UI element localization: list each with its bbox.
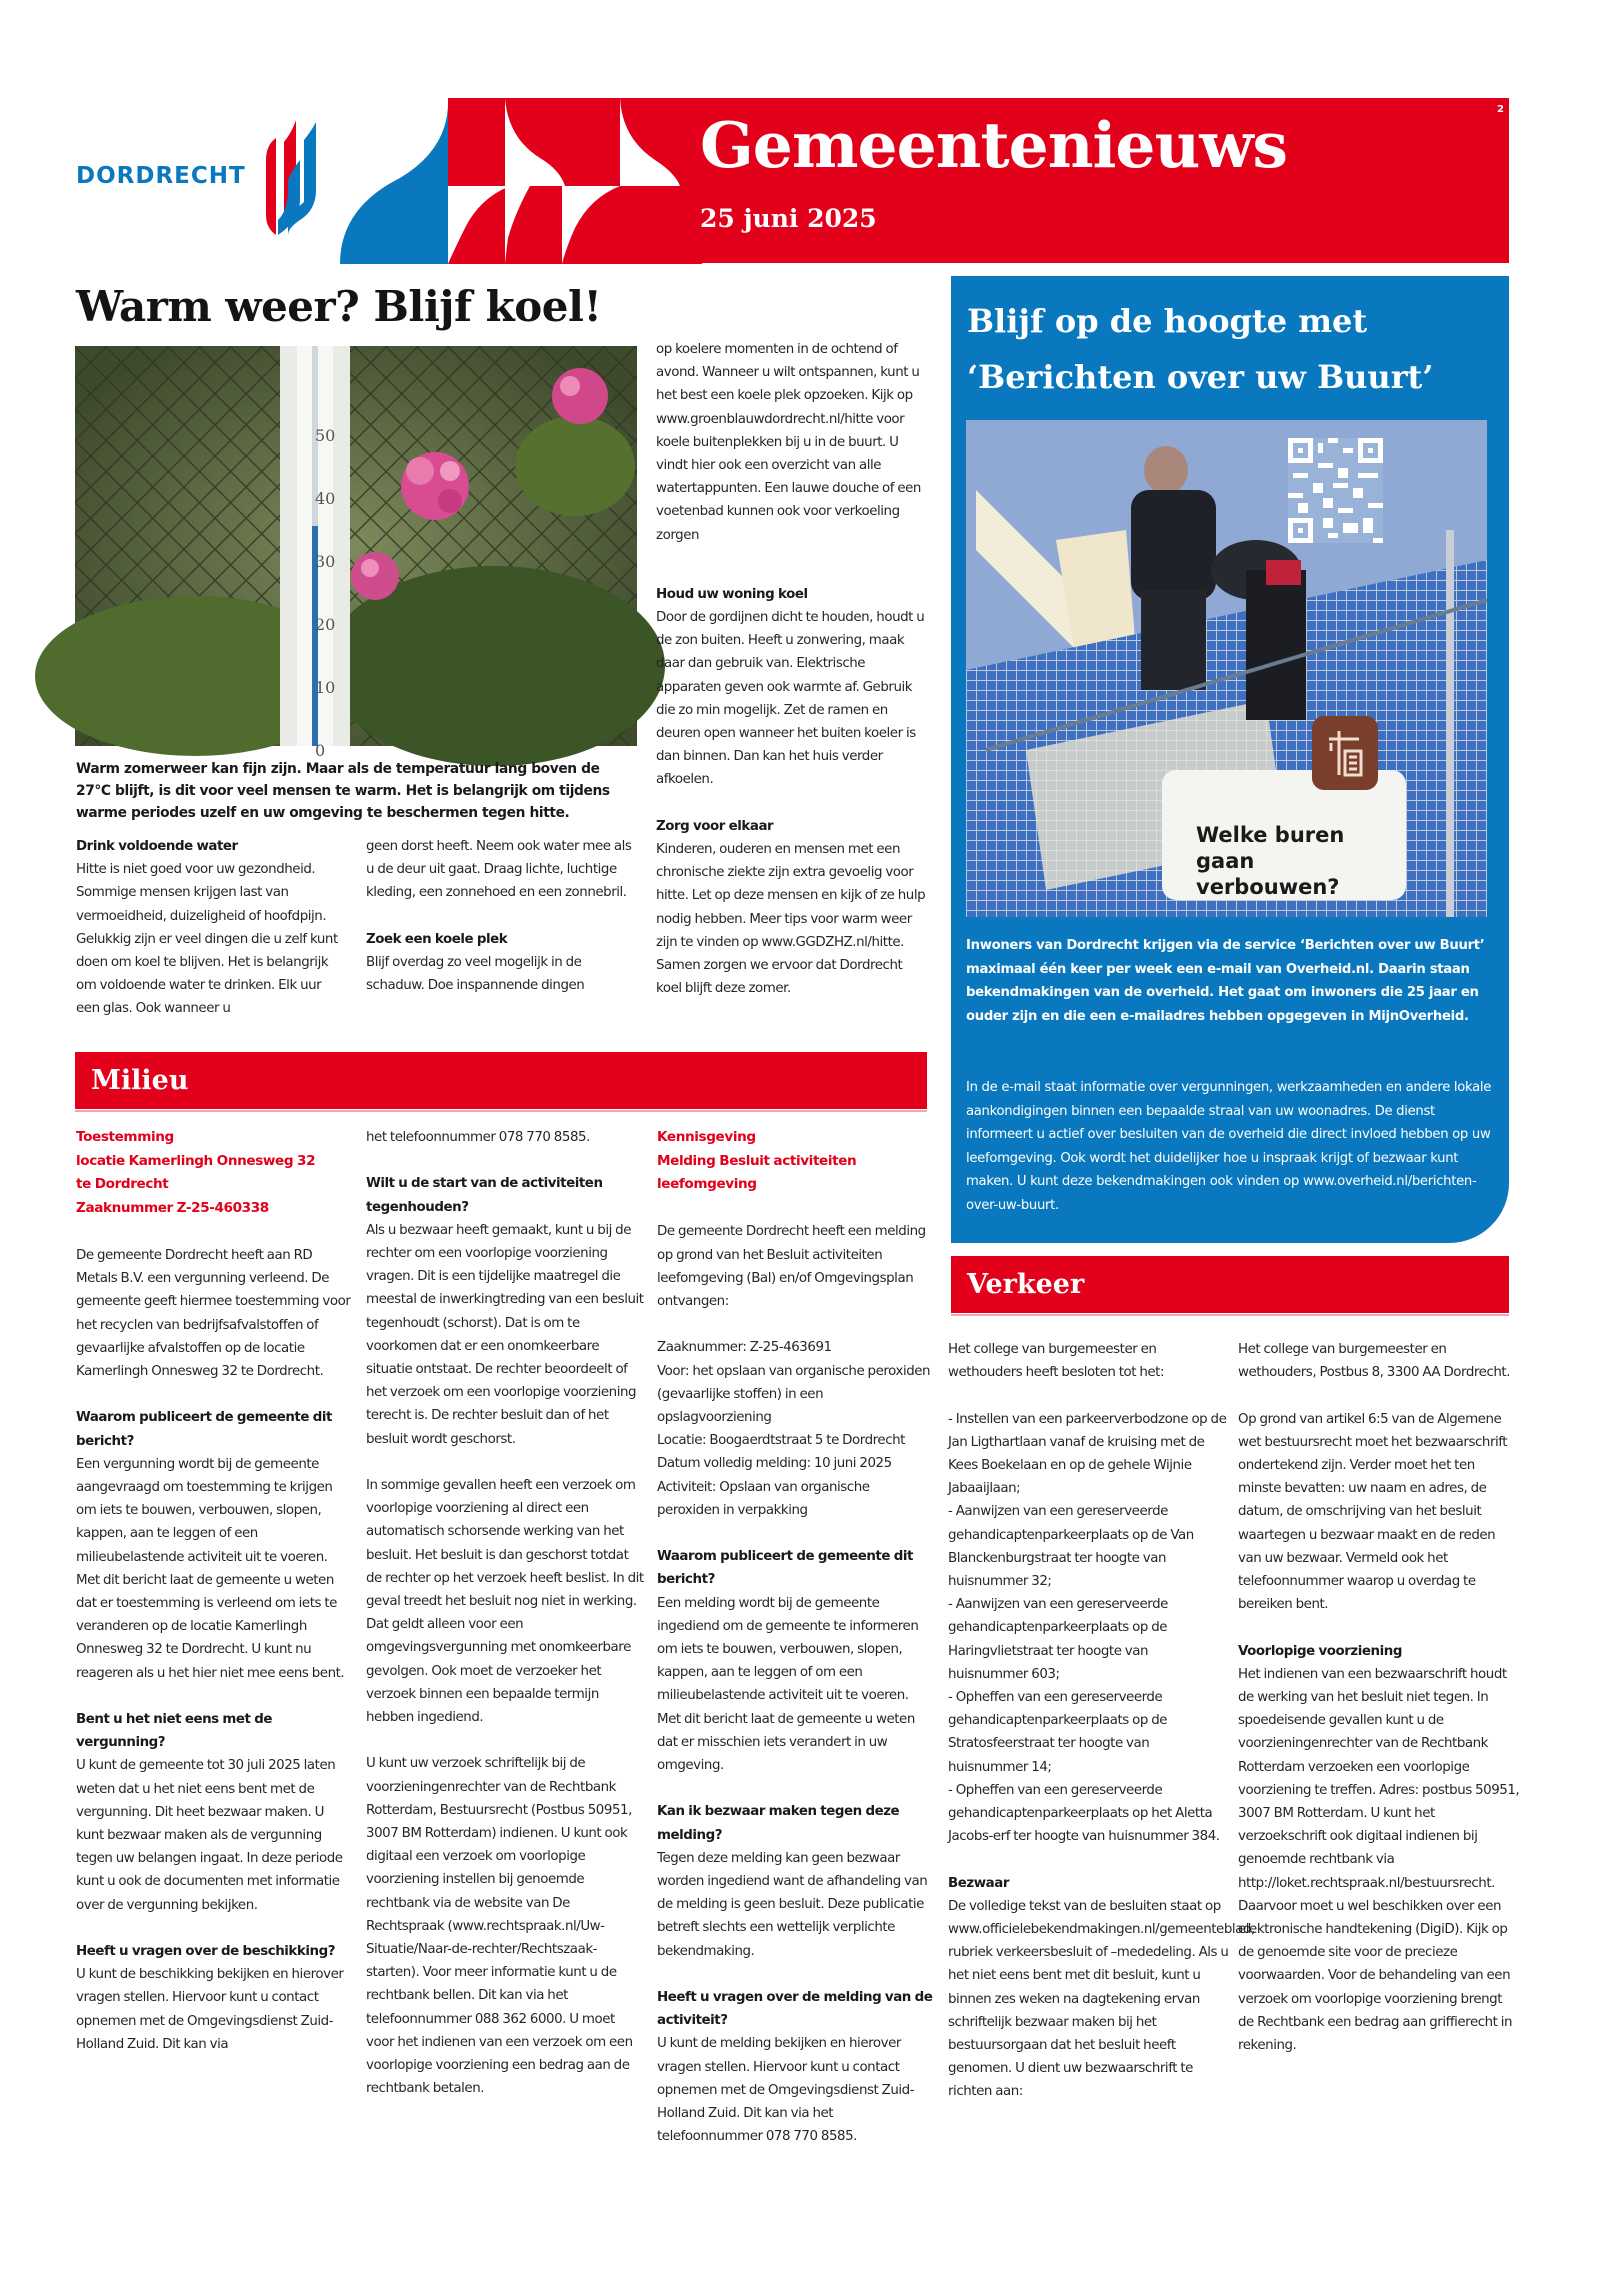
paragraph: Een melding wordt bij de gemeente ingediend om de gemeente te informeren om iets te bouwen, verbouwen, slopen, kappen, aan te leggen of om een milieubelastende activiteit uit te voeren. Met dit bericht laat de gemeente u weten dat er misschien iets verandert in uw omgeving. [657,1595,919,1774]
section-header-milieu [75,1052,927,1109]
panel-title: Blijf op de hoogte met ‘Berichten over uw Buurt’ [967,302,1434,396]
construction-photo [966,420,1487,917]
paragraph: U kunt de gemeente tot 30 juli 2025 laten weten dat u het niet eens bent met de vergunning. Dit heet bezwaar maken. U kunt bezwaar maken als de vergunning tegen uw belangen ingaat. In deze periode kunt u ook de documenten met informatie over de vergunning bekijken. [76,1758,343,1913]
paragraph: In sommige gevallen heeft een verzoek om voorlopige voorziening al direct een automatisch schorsende werking van het besluit. Het besluit is dan geschorst totdat de rechter op het verzoek heeft beslist. In dit geval treedt het besluit nog niet in werking. Dat geldt alleen voor een omgevingsvergunning met onomkeerbare gevolgen. Ook moet de verzoeker het verzoek binnen een bepaalde termijn hebben ingediend. [366,1478,644,1726]
subheading: Houd uw woning koel [656,586,808,602]
section-title: Milieu [91,1065,189,1096]
section-title: Verkeer [967,1269,1085,1300]
panel-body-text: In de e-mail staat informatie over vergunningen, werkzaamheden en andere lokale aankondigingen binnen een bepaalde straal van uw woonadres. De dienst informeert u actief over besluiten van de overheid die direct invloed hebben op uw leefomgeving. Ook wordt het duidelijker hoe u inspraak krijgt of bezwaar kunt maken. U kunt deze bekendmakingen ook vinden op www.overheid.nl/berichten-over-uw-buurt. [966,1080,1492,1213]
notice-details: Zaaknummer: Z-25-463691 Voor: het opslaan van organische peroxiden (gevaarlijke stoffen) in een opslagvoorziening Locatie: Boogaerdtstraat 5 te Dordrecht Datum volledig melding: 10 juni 2025 Activiteit: Opslaan van organische peroxiden in verpakking [657,1340,931,1518]
construction-crane-icon [1312,716,1378,790]
paragraph: het telefoonnummer 078 770 8585. [366,1130,590,1145]
thermometer-photo [75,346,637,760]
masthead-title: Gemeentenieuws [700,108,1288,182]
verkeer-column-1 [948,1338,1255,2104]
paragraph: op koelere momenten in de ochtend of avond. Wanneer u wilt ontspannen, kunt u het best een koele plek opzoeken. Kijk op www.groenblauwdordrecht.nl/hitte voor koele buitenplekken bij u in de buurt. U vindt hier ook een overzicht van alle watertappunten. Een lauwe douche of een voetenbad kunnen ook voor verkoeling zorgen [656,342,921,543]
divider [951,1314,1509,1316]
subheading: Zorg voor elkaar [656,818,774,834]
subheading: Zoek een koele plek [366,931,508,947]
decision-list: - Instellen van een parkeerverbodzone op de Jan Ligthartlaan vanaf de kruising met de Kees Boekelaan en op de gehele Wijnie Jabaaijlaan; - Aanwijzen van een gereserveerde gehandicaptenparkeerplaats op de Van Blanckenburgstraat ter hoogte van huisnummer 32; - Aanwijzen van een gereserveerde gehandicaptenparkeerplaats op de Haringvlietstraat ter hoogte van huisnummer 603; - Opheffen van een gereserveerde gehandicaptenparkeerplaats op de Stratosfeerstraat ter hoogte van huisnummer 14; - Opheffen van een gereserveerde gehandicaptenparkeerplaats op het Aletta Jacobs-erf ter hoogte van huisnummer 384. [948,1411,1227,1845]
milieu-column-3 [657,1126,935,2148]
paragraph: De gemeente Dordrecht heeft aan RD Metals B.V. een vergunning verleend. De gemeente geeft hiermee toestemming voor het recyclen van bedrijfsafvalstoffen of gevaarlijke afvalstoffen op de locatie Kamerlingh Onnesweg 32 te Dordrecht. [76,1247,351,1379]
paragraph: U kunt de melding bekijken en hierover vragen stellen. Hiervoor kunt u contact opnemen met de Omgevingsdienst Zuid-Holland Zuid. Dit kan via het telefoonnummer 078 770 8585. [657,2036,915,2145]
paragraph: Kinderen, ouderen en mensen met een chronische ziekte zijn extra gevoelig voor hitte. Let op deze mensen en kijk of ze hulp nodig hebben. Meer tips voor warm weer zijn te vinden op www.GGDZHZ.nl/hitte. Samen zorgen we ervoor dat Dordrecht koel blijft deze zomer. [656,842,926,997]
subheading: Waarom publiceert de gemeente dit bericht? [657,1549,913,1588]
paragraph: Als u bezwaar heeft gemaakt, kunt u bij de rechter om een voorlopige voorziening vragen. Dit is een tijdelijke maatregel die meestal de inwerkingtreding van een besluit tegenhoudt (schorst). Dat is om te voorkomen dat er een onomkeerbare situatie ontstaat. De rechter beoordeelt of het verzoek om een voorlopige voorziening terecht is. De rechter besluit dan of het besluit wordt geschorst. [366,1222,644,1447]
subheading: Kan ik bezwaar maken tegen deze melding? [657,1804,900,1843]
section-header-verkeer [951,1256,1509,1313]
divider [75,1110,927,1112]
paragraph: Blijf overdag zo veel mogelijk in de schaduw. Doe inspannende dingen [366,955,585,994]
subheading: Bent u het niet eens met de vergunning? [76,1712,272,1751]
subheading: Voorlopige voorziening [1238,1643,1402,1659]
address: Het college van burgemeester en wethouders, Postbus 8, 3300 AA Dordrecht. [1238,1342,1511,1381]
dordrecht-logo-text: DORDRECHT [76,163,246,189]
subheading: Heeft u vragen over de melding van de activiteit? [657,1990,933,2029]
paragraph: Tegen deze melding kan geen bezwaar worden ingediend want de afhandeling van de melding is geen besluit. Deze publicatie betreft slechts een wettelijk verplichte bekendmaking. [657,1850,928,1959]
paragraph: Het indienen van een bezwaarschrift houdt de werking van het besluit niet tegen. In spoedeisende gevallen kunt u de voorzieningenrechter van de Rechtbank Rotterdam verzoeken een voorlopige voorziening te treffen. Adres: postbus 50951, 3007 BM Rotterdam. U kunt het verzoekschrift ook digitaal indienen bij genoemde rechtbank via http://loket.rechtspraak.nl/bestuursrecht. Daarvoor moet u wel beschikken over een elektronische handtekening (DigiD). Kijk op de genoemde site voor de precieze voorwaarden. Voor de behandeling van een verzoek om voorlopige voorziening brengt de Rechtbank een bedrag aan griffierecht in rekening. [1238,1666,1520,2054]
verkeer-column-2 [1238,1338,1520,2057]
dordrecht-logo-icon [248,120,328,235]
scale-label: 30 [315,552,336,571]
subheading: Heeft u vragen over de beschikking? [76,1944,336,1960]
milieu-column-1 [76,1126,352,2056]
thermometer-scale [315,404,335,782]
masthead-wave-graphic [340,98,702,264]
article-column-2 [366,835,638,997]
paragraph: Hitte is niet goed voor uw gezondheid. Sommige mensen krijgen last van vermoeidheid, duizeligheid of hoofdpijn. Gelukkig zijn er veel dingen die u zelf kunt doen om koel te blijven. Het is belangrijk om voldoende water te drinken. Elk uur een glas. Ook wanneer u [76,862,338,1017]
paragraph: Door de gordijnen dicht te houden, houdt u de zon buiten. Heeft u zonwering, maak daar dan gebruik van. Elektrische apparaten geven ook warmte af. Gebruik die zo min mogelijk. Zet de ramen en deuren open wanneer het buiten koeler is dan binnen. Dan kan het huis verder afkoelen. [656,610,925,788]
page-number: 2 [1497,104,1504,115]
panel-intro-bold: Inwoners van Dordrecht krijgen via de service ‘Berichten over uw Buurt’ maximaal één keer per week een e-mail van Overheid.nl. Daarin staan bekendmakingen van de overheid. Het gaat om inwoners die 25 jaar en ouder zijn en die een e-mailadres hebben opgegeven in MijnOverheid. [966,938,1485,1024]
subheading: Bezwaar [948,1875,1009,1891]
paragraph: De gemeente Dordrecht heeft een melding op grond van het Besluit activiteiten leefomgeving (Bal) en/of Omgevingsplan ontvangen: [657,1224,926,1309]
paragraph: Het college van burgemeester en wethouders heeft besloten tot het: [948,1342,1165,1381]
article-intro: Warm zomerweer kan fijn zijn. Maar als de temperatuur lang boven de 27°C blijft, is dit voor veel mensen te warm. Het is belangrijk om tijdens warme periodes uzelf en uw omgeving te beschermen tegen hitte. [76,761,610,821]
paragraph: U kunt de beschikking bekijken en hierover vragen stellen. Hiervoor kunt u contact opnemen met de Omgevingsdienst Zuid-Holland Zuid. Dit kan via [76,1967,344,2052]
article-column-3 [656,338,930,1000]
scale-label: 20 [315,615,336,634]
scale-label: 50 [315,426,336,445]
article-column-1 [76,835,348,1021]
subheading: Waarom publiceert de gemeente dit bericht? [76,1410,332,1449]
subheading: Wilt u de start van de activiteiten tegenhouden? [366,1176,603,1215]
paragraph: U kunt uw verzoek schriftelijk bij de voorzieningenrechter van de Rechtbank Rotterdam, Bestuursrecht (Postbus 50951, 3007 BM Rotterdam) indienen. U kunt ook digitaal een verzoek om voorlopige voorziening instellen bij genoemde rechtbank via de website van De Rechtspraak (www.rechtspraak.nl/Uw-Situatie/Naar-de-rechter/Rechtszaak-starten). Voor meer informatie kunt u de rechtbank bellen. Dit kan via het telefoonnummer 088 362 6000. U moet voor het indienen van een verzoek om een voorlopige voorziening een bedrag aan de rechtbank betalen. [366,1756,633,2097]
paragraph: Op grond van artikel 6:5 van de Algemene wet bestuursrecht moet het bezwaarschrift ondertekend zijn. Verder moet het ten minste bevatten: uw naam en adres, de datum, de omschrijving van het besluit waartegen u bezwaar maakt en de reden van uw bezwaar. Vermeld ook het telefoonnummer waarop u overdag te bereiken bent. [1238,1411,1508,1613]
issue-date: 25 juni 2025 [700,204,877,233]
notice-heading: Kennisgeving Melding Besluit activiteiten leefomgeving [657,1129,857,1193]
notice-heading: Toestemming locatie Kamerlingh Onnesweg 32 te Dordrecht Zaaknummer Z-25-460338 [76,1129,316,1216]
scale-label: 0 [315,741,326,760]
scale-label: 10 [315,678,336,697]
paragraph: Een vergunning wordt bij de gemeente aangevraagd om toestemming te krijgen om iets te bouwen, verbouwen, slopen, kappen, aan te leggen of een milieubelastende activiteit uit te voeren. Met dit bericht laat de gemeente u weten dat er toestemming is verleend om iets te veranderen op de locatie Kamerlingh Onnesweg 32 te Dordrecht. U kunt nu reageren als u het hier niet mee eens bent. [76,1456,345,1681]
paragraph: geen dorst heeft. Neem ook water mee als u de deur uit gaat. Draag lichte, luchtige kleding, een zonnehoed en een zonnebril. [366,839,632,901]
milieu-column-2 [366,1126,644,2100]
qr-code[interactable] [1288,438,1383,543]
subheading: Drink voldoende water [76,839,238,854]
paragraph: De volledige tekst van de besluiten staat op www.officielebekendmakingen.nl/gemeenteblad, rubriek verkeersbesluit of –mededeling. Als u het niet eens bent met dit besluit, kunt u binnen zes weken na dagtekening ervan schriftelijk bezwaar maken bij het bestuursorgaan dat het besluit heeft genomen. U dient uw bezwaarschrift te richten aan: [948,1898,1255,2100]
promo-caption: Welke buren gaan verbouwen? [1196,823,1345,899]
article-title: Warm weer? Blijf koel! [76,282,602,331]
scale-label: 40 [315,489,336,508]
